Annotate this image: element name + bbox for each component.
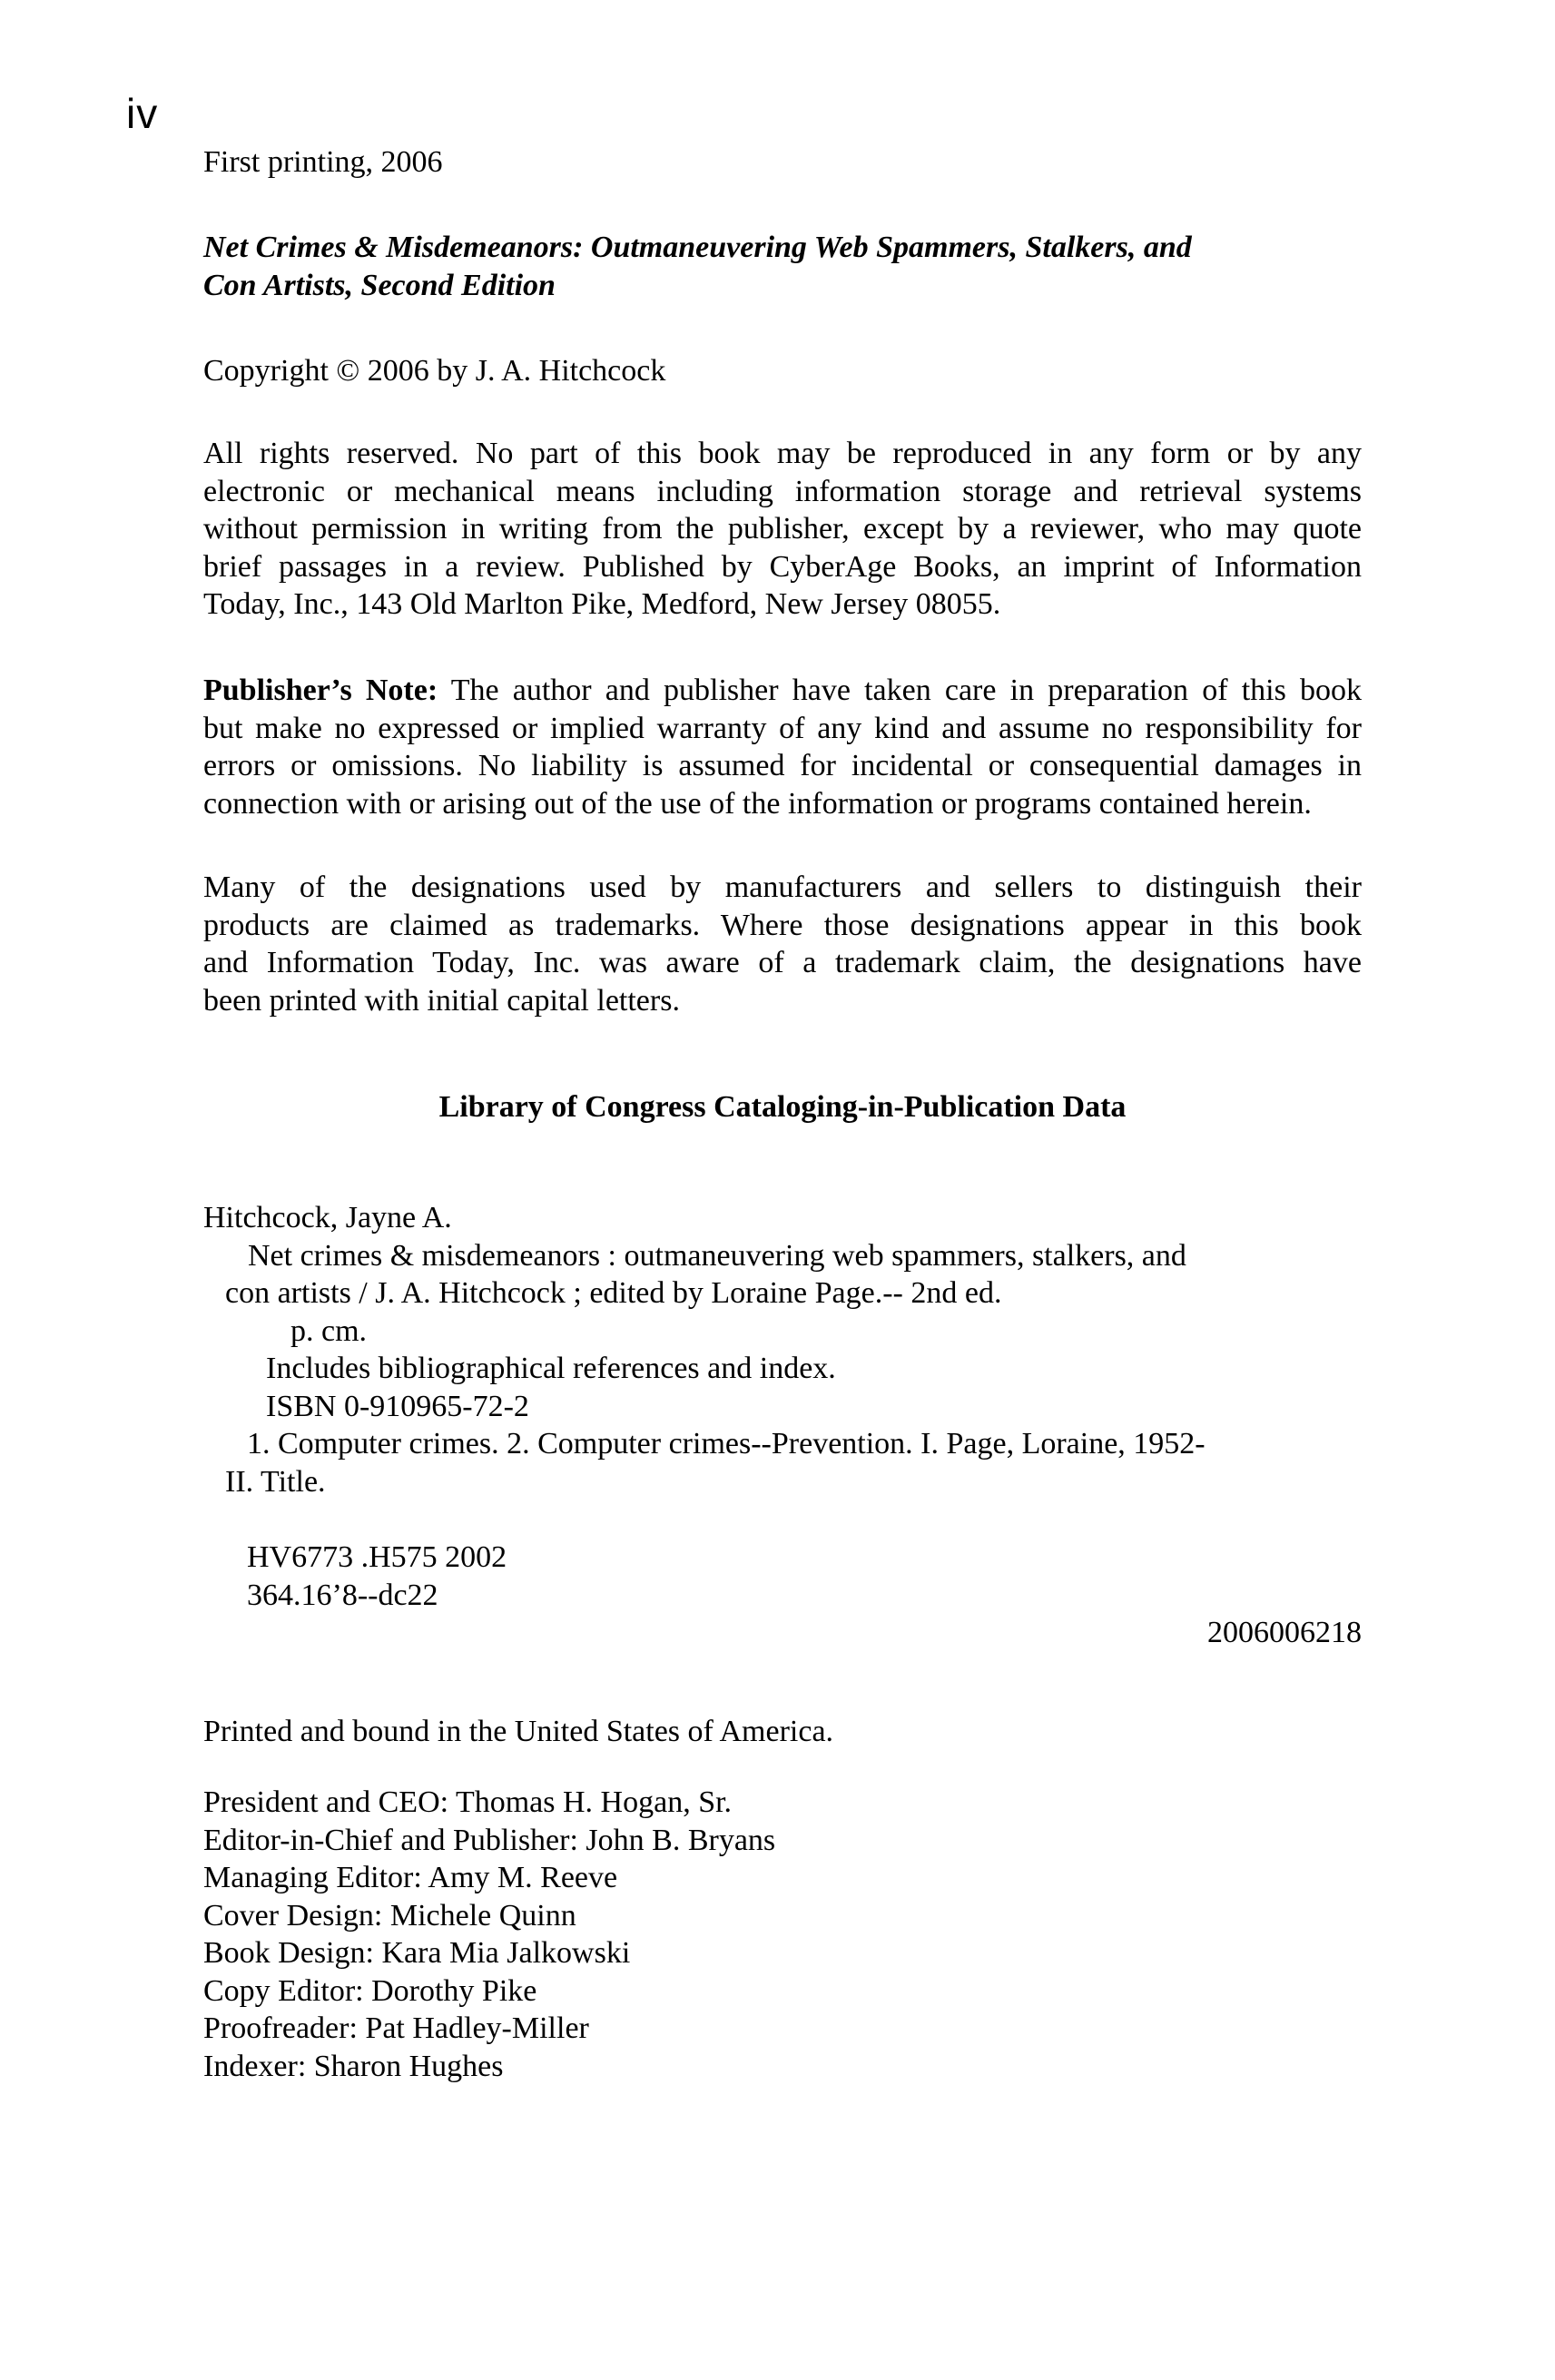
cip-isbn: ISBN 0-910965-72-2: [266, 1389, 529, 1423]
rights-line: without permission in writing from the publisher, except by a reviewer, who may quote: [203, 512, 1362, 546]
rights-line: All rights reserved. No part of this book may be reproduced in any form or by any: [203, 437, 1362, 470]
copyright-notice: [203, 352, 1362, 390]
book-title: [203, 229, 1362, 304]
cip-subjects-line: II. Title.: [225, 1464, 326, 1499]
trademark-paragraph: [203, 869, 1362, 1019]
cip-title-line: Net crimes & misdemeanors : outmaneuvering web spammers, stalkers, and: [248, 1238, 1186, 1273]
trademark-line: products are claimed as trademarks. Where those designations appear in this book: [203, 908, 1362, 942]
printed-notice: [203, 1713, 1362, 1751]
cip-heading-text: Library of Congress Cataloging-in-Publication Data: [438, 1090, 1127, 1124]
cip-author: Hitchcock, Jayne A.: [203, 1201, 452, 1234]
publishers-note-label: Publisher’s Note:: [203, 674, 438, 707]
cip-classification: [203, 1539, 1362, 1652]
copyright-text: Copyright © 2006 by J. A. Hitchcock: [203, 354, 666, 388]
cip-title-line: con artists / J. A. Hitchcock ; edited by Loraine Page.-- 2nd ed.: [225, 1276, 1002, 1310]
cip-subjects-line: 1. Computer crimes. 2. Computer crimes--Prevention. I. Page, Loraine, 1952-: [247, 1427, 1206, 1460]
credit-line: Indexer: Sharon Hughes: [203, 2049, 504, 2083]
credit-line: Copy Editor: Dorothy Pike: [203, 1973, 537, 2008]
credit-line: Cover Design: Michele Quinn: [203, 1898, 576, 1933]
credit-line: Proofreader: Pat Hadley-Miller: [203, 2011, 589, 2045]
publishers-note-line: [203, 672, 1362, 710]
first-printing: [203, 143, 1362, 182]
credit-line: Editor-in-Chief and Publisher: John B. Bryans: [203, 1823, 776, 1857]
first-printing-text: First printing, 2006: [203, 145, 443, 179]
trademark-line: Many of the designations used by manufacturers and sellers to distinguish their: [203, 870, 1362, 904]
rights-line: electronic or mechanical means including information storage and retrieval systems: [203, 474, 1362, 508]
cip-record: [203, 1199, 1362, 1500]
cip-lc-class: HV6773 .H575 2002: [247, 1540, 507, 1574]
book-title-line: Net Crimes & Misdemeanors: Outmaneuvering Web Spammers, Stalkers, and: [203, 231, 1192, 264]
publishers-note: [203, 672, 1362, 822]
publishers-note-line: but make no expressed or implied warranty of any kind and assume no responsibility for: [203, 711, 1362, 745]
credit-line: Managing Editor: Amy M. Reeve: [203, 1861, 618, 1894]
book-title-line: Con Artists, Second Edition: [203, 268, 556, 302]
publishers-note-text: The author and publisher have taken care in preparation of this book: [438, 674, 1363, 707]
rights-paragraph: [203, 435, 1362, 624]
cip-lccn: 2006006218: [1207, 1616, 1362, 1649]
publishers-note-line: errors or omissions. No liability is assumed for incidental or consequential damages in: [203, 749, 1362, 782]
trademark-line: been printed with initial capital letters.: [203, 983, 680, 1018]
cip-dewey: 364.16’8--dc22: [247, 1578, 438, 1612]
cip-heading: [203, 1088, 1362, 1126]
credit-line: President and CEO: Thomas H. Hogan, Sr.: [203, 1785, 733, 1819]
cip-pages: p. cm.: [290, 1313, 368, 1348]
credit-line: Book Design: Kara Mia Jalkowski: [203, 1936, 631, 1970]
publishers-note-line: connection with or arising out of the use of the information or programs contained herein.: [203, 786, 1312, 821]
cip-includes: Includes bibliographical references and index.: [266, 1352, 836, 1385]
page-number: iv: [126, 90, 159, 137]
rights-line: Today, Inc., 143 Old Marlton Pike, Medford, New Jersey 08055.: [203, 587, 1001, 621]
trademark-line: and Information Today, Inc. was aware of a trademark claim, the designations have: [203, 946, 1362, 979]
credits-list: [203, 1784, 1362, 2085]
printed-text: Printed and bound in the United States of America.: [203, 1715, 834, 1748]
rights-line: brief passages in a review. Published by CyberAge Books, an imprint of Information: [203, 549, 1362, 584]
